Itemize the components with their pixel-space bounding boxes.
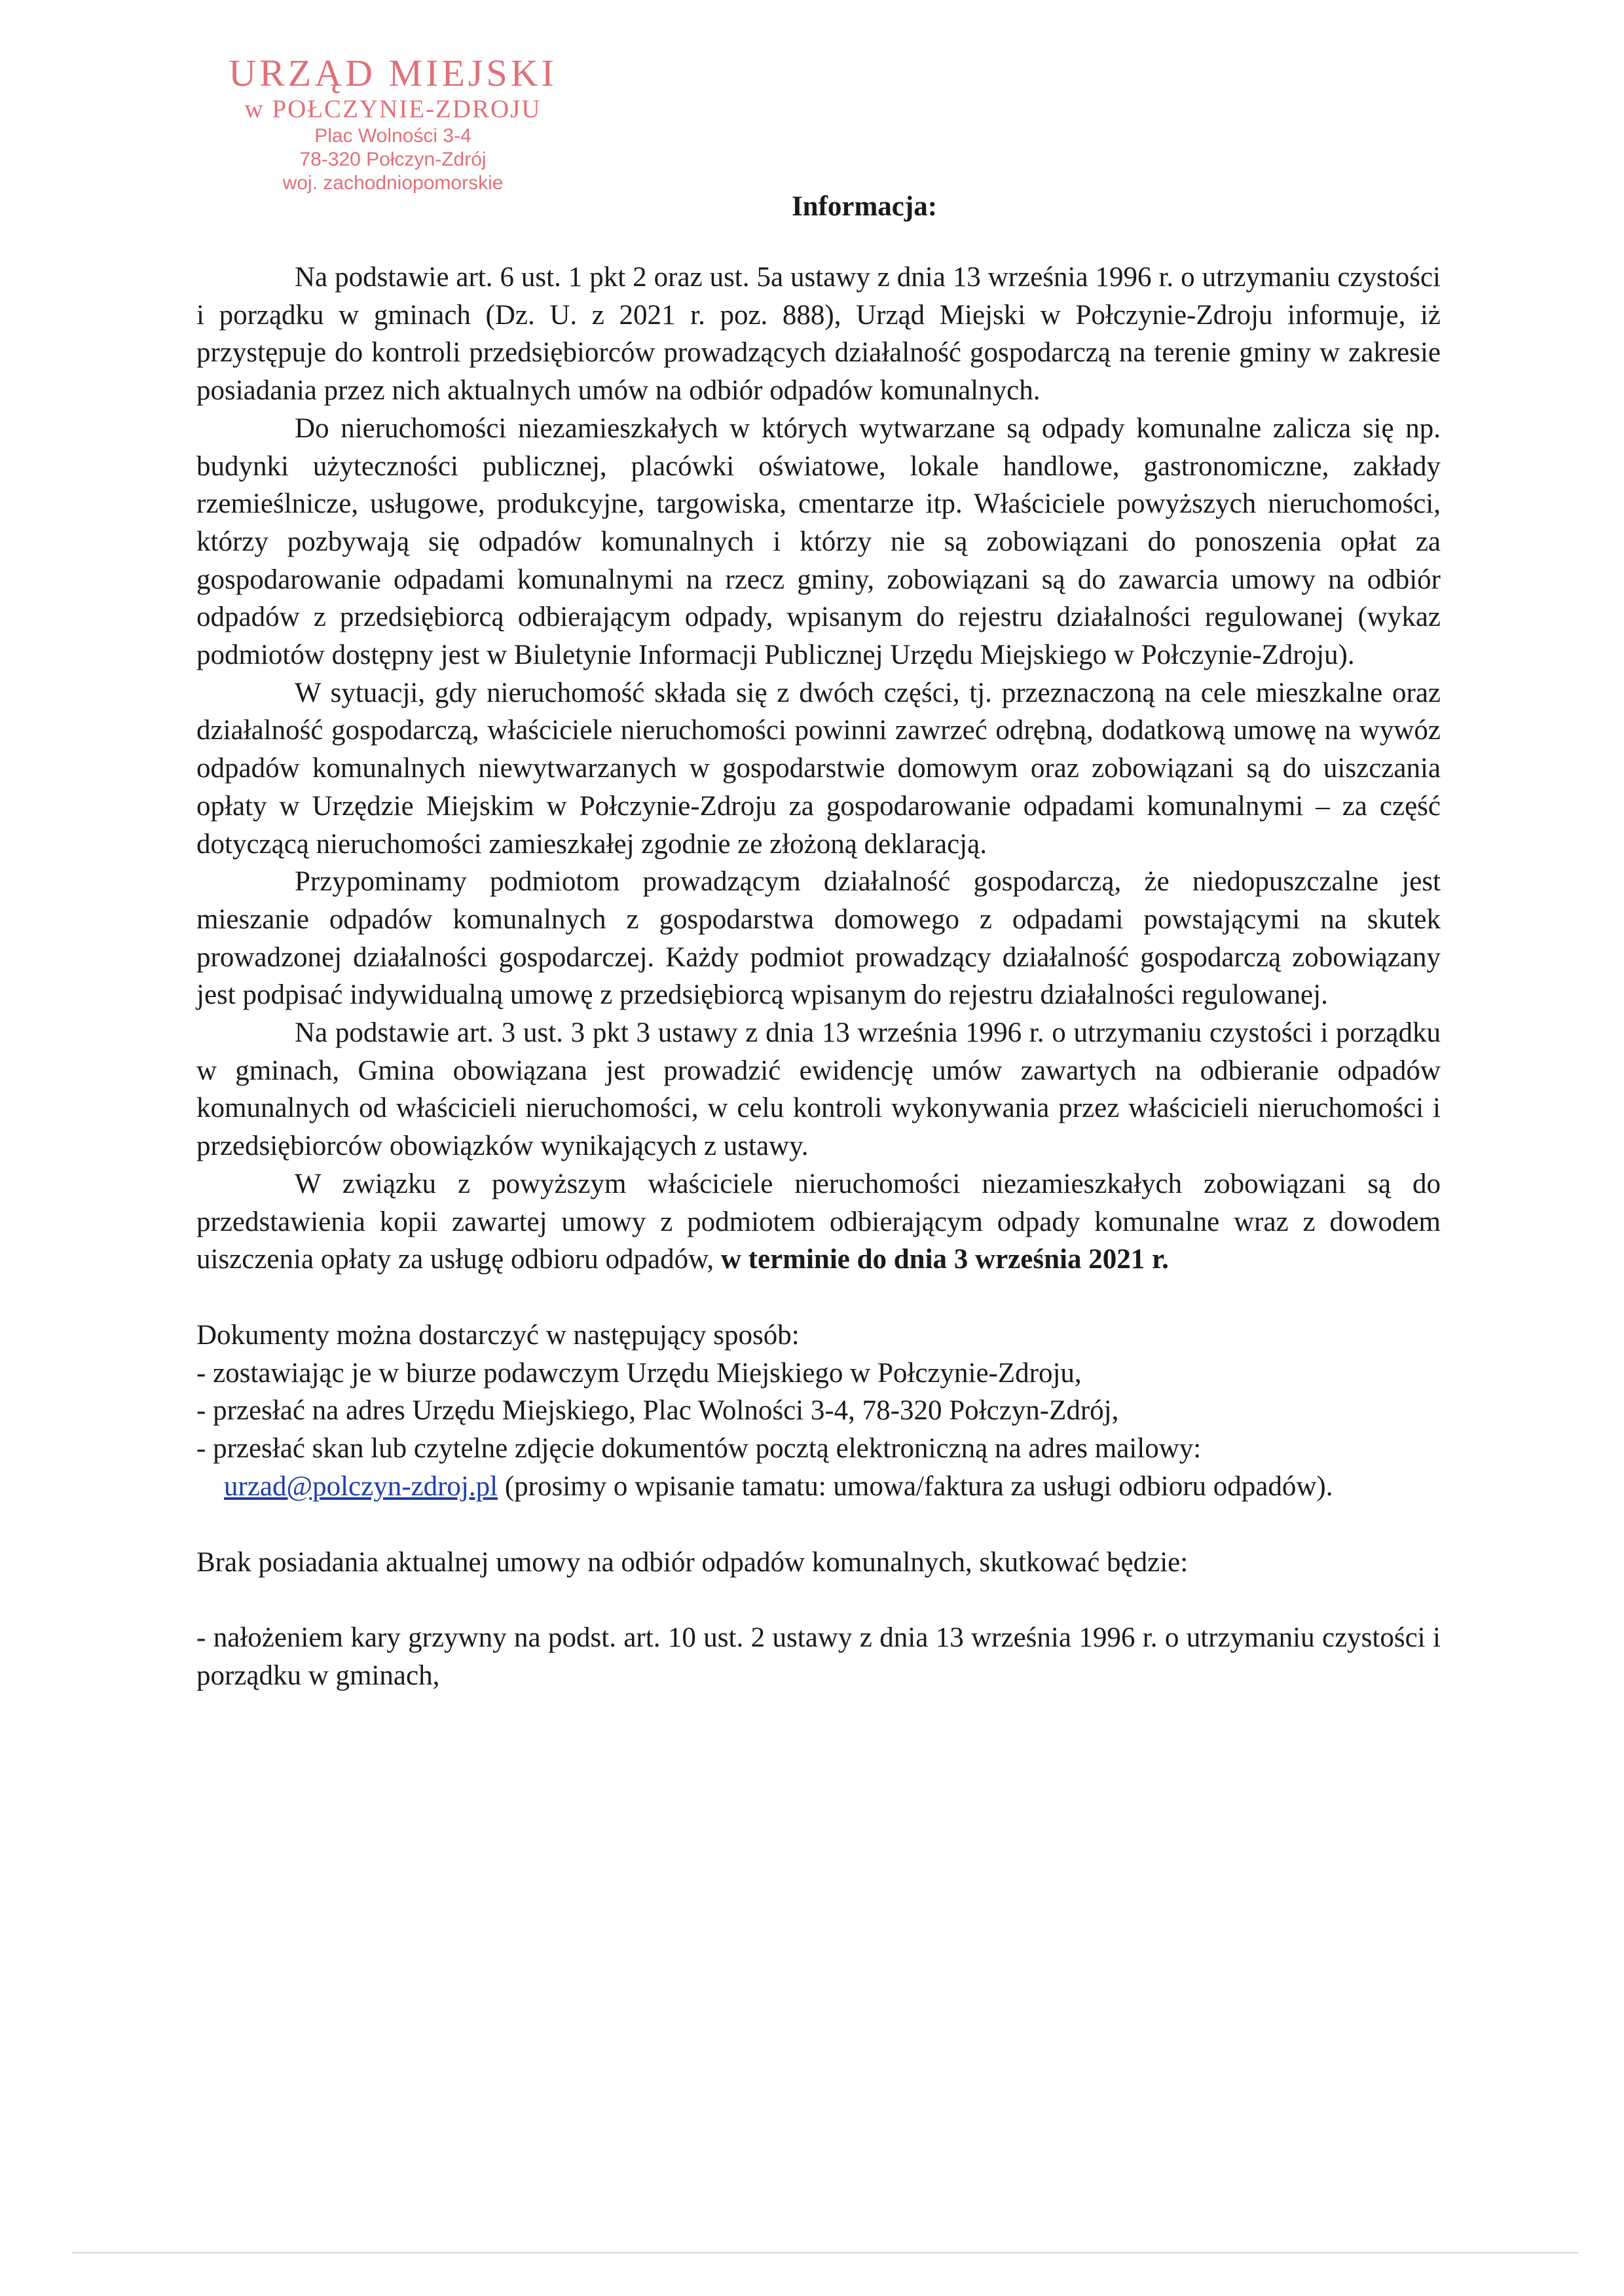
spacer	[196, 1581, 1441, 1619]
document-body	[196, 259, 1441, 1695]
delivery-intro: Dokumenty można dostarczyć w następujący sposób:	[196, 1319, 800, 1351]
consequence-intro: Brak posiadania aktualnej umowy na odbiór odpadów komunalnych, skutkować będzie:	[196, 1546, 1189, 1578]
consequence-item-fine: - nałożeniem kary grzywny na podst. art. 10 ust. 2 ustawy z dnia 13 września 1996 r. o utrzymaniu czystości i porządku w gminach,	[196, 1622, 1441, 1691]
office-stamp	[196, 52, 589, 195]
delivery-item-email: - przesłać skan lub czytelne zdjęcie dokumentów pocztą elektroniczną na adres mailowy:	[196, 1433, 1202, 1465]
paragraph-non-residential: Do nieruchomości niezamieszkałych w których wytwarzane są odpady komunalne zalicza się np. budynki użyteczności publicznej, placówki oświatowe, lokale handlowe, gastronomiczne, zakłady rzemieślnicze, usługowe, produkcyjne, targowiska, cmentarze itp. Właściciele powyższych nieruchomości, którzy pozbywają się odpadów komunalnych i którzy nie są zobowiązani do ponoszenia opłat za gospodarowanie odpadami komunalnymi na rzecz gminy, zobowiązani są do zawarcia umowy na odbiór odpadów z przedsiębiorcą odbierającym odpady, wpisanym do rejestru działalności regulowanej (wykaz podmiotów dostępny jest w Biuletynie Informacji Publicznej Urzędu Miejskiego w Połczynie-Zdroju).	[196, 412, 1441, 671]
obligation-text: W związku z powyższym właściciele nieruchomości niezamieszkałych zobowiązani są do przedstawienia kopii zawartej umowy z podmiotem odbierającym odpady komunalne wraz z dowodem uiszczenia opłaty za usługę odbioru odpadów,	[196, 1168, 1441, 1275]
stamp-line-office: URZĄD MIEJSKI	[229, 52, 557, 94]
spacer	[196, 1279, 1441, 1317]
email-link[interactable]: urzad@polczyn-zdroj.pl	[224, 1470, 498, 1502]
delivery-email-line	[196, 1468, 1441, 1506]
email-note: (prosimy o wpisanie tamatu: umowa/faktura za usługi odbioru odpadów).	[498, 1470, 1333, 1502]
spacer	[196, 1506, 1441, 1544]
stamp-line-postcode: 78-320 Połczyn-Zdrój	[299, 149, 487, 170]
paragraph-obligation	[196, 1165, 1441, 1279]
document-title: Informacja:	[791, 191, 938, 222]
paragraph-mixed-property: W sytuacji, gdy nieruchomość składa się z dwóch części, tj. przeznaczoną na cele mieszkalne oraz działalność gospodarczą, właściciele nieruchomości powinni zawrzeć odrębną, dodatkową umowę na wywóz odpadów komunalnych niewytwarzanych w gospodarstwie domowym oraz zobowiązani są do uiszczania opłaty w Urzędzie Miejskim w Połczynie-Zdroju za gospodarowanie odpadami komunalnymi – za część dotyczącą nieruchomości zamieszkałej zgodnie ze złożoną deklaracją.	[196, 677, 1441, 860]
stamp-line-town: w POŁCZYNIE-ZDROJU	[244, 95, 542, 123]
paragraph-reminder: Przypominamy podmiotom prowadzącym działalność gospodarczą, że niedopuszczalne jest mieszanie odpadów komunalnych z gospodarstwa domowego z odpadami powstającymi na skutek prowadzonej działalności gospodarczej. Każdy podmiot prowadzący działalność gospodarczą zobowiązany jest podpisać indywidualną umowę z przedsiębiorcą wpisanym do rejestru działalności regulowanej.	[196, 866, 1441, 1011]
delivery-item-office: - zostawiając je w biurze podawczym Urzędu Miejskiego w Połczynie-Zdroju,	[196, 1357, 1082, 1389]
scan-edge-line	[72, 2252, 1578, 2253]
stamp-line-voivodeship: woj. zachodniopomorskie	[282, 172, 504, 194]
paragraph-legal-basis: Na podstawie art. 6 ust. 1 pkt 2 oraz ust. 5a ustawy z dnia 13 września 1996 r. o utrzymaniu czystości i porządku w gminach (Dz. U. z 2021 r. poz. 888), Urząd Miejski w Połczynie-Zdroju informuje, iż przystępuje do kontroli przedsiębiorców prowadzących działalność gospodarczą na terenie gminy w zakresie posiadania przez nich aktualnych umów na odbiór odpadów komunalnych.	[196, 262, 1441, 407]
deadline-text: w terminie do dnia 3 września 2021 r.	[720, 1244, 1169, 1275]
delivery-item-post: - przesłać na adres Urzędu Miejskiego, Plac Wolności 3-4, 78-320 Połczyn-Zdrój,	[196, 1395, 1119, 1427]
stamp-line-street: Plac Wolności 3-4	[314, 125, 471, 147]
paragraph-register: Na podstawie art. 3 ust. 3 pkt 3 ustawy z dnia 13 września 1996 r. o utrzymaniu czystości i porządku w gminach, Gmina obowiązana jest prowadzić ewidencję umów zawartych na odbieranie odpadów komunalnych od właścicieli nieruchomości, w celu kontroli wykonywania przez właścicieli nieruchomości i przedsiębiorców obowiązków wynikających z ustawy.	[196, 1017, 1441, 1162]
